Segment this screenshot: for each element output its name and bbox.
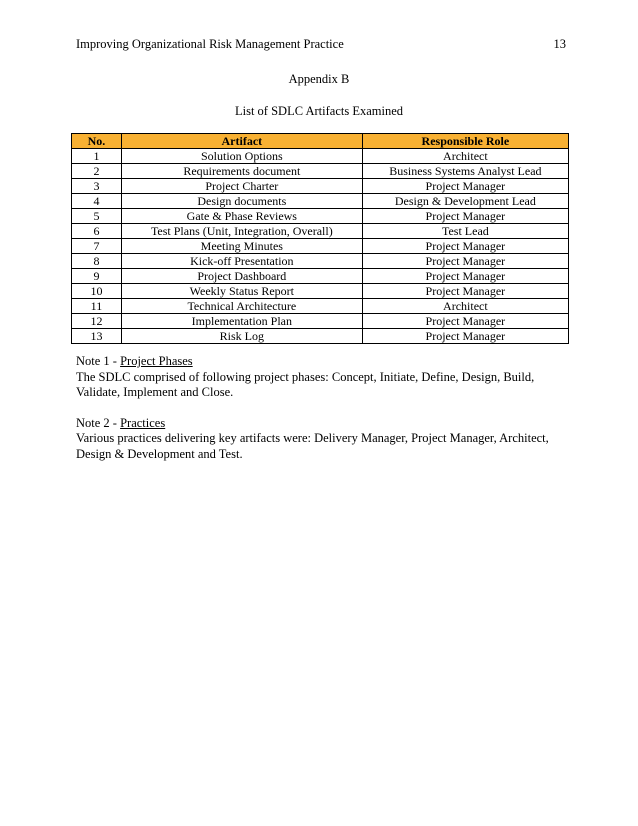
cell-artifact: Design documents: [121, 194, 362, 209]
note-1-line-2: Validate, Implement and Close.: [76, 385, 234, 399]
note-1-prefix: Note 1 -: [76, 354, 121, 368]
column-header-no: No.: [72, 134, 122, 149]
cell-artifact: Requirements document: [121, 164, 362, 179]
cell-no: 8: [72, 254, 122, 269]
cell-responsible-role: Architect: [362, 149, 568, 164]
table-row: [72, 194, 569, 209]
table-body: [72, 149, 569, 344]
cell-artifact: Implementation Plan: [121, 314, 362, 329]
table-row: [72, 329, 569, 344]
cell-artifact: Gate & Phase Reviews: [121, 209, 362, 224]
table-row: [72, 224, 569, 239]
table-row: [72, 179, 569, 194]
cell-artifact: Kick-off Presentation: [121, 254, 362, 269]
table-row: [72, 149, 569, 164]
cell-responsible-role: Project Manager: [362, 209, 568, 224]
appendix-subheading: List of SDLC Artifacts Examined: [234, 104, 404, 118]
cell-artifact: Technical Architecture: [121, 299, 362, 314]
cell-no: 7: [72, 239, 122, 254]
cell-no: 12: [72, 314, 122, 329]
cell-responsible-role: Project Manager: [362, 329, 568, 344]
table-header-row: [72, 134, 569, 149]
cell-no: 2: [72, 164, 122, 179]
cell-no: 6: [72, 224, 122, 239]
cell-responsible-role: Test Lead: [362, 224, 568, 239]
table-row: [72, 269, 569, 284]
cell-no: 9: [72, 269, 122, 284]
column-header-artifact: Artifact: [121, 134, 362, 149]
cell-artifact: Project Charter: [121, 179, 362, 194]
cell-no: 4: [72, 194, 122, 209]
cell-no: 5: [72, 209, 122, 224]
cell-responsible-role: Project Manager: [362, 239, 568, 254]
note-2-line-2: Design & Development and Test.: [76, 446, 243, 461]
cell-no: 3: [72, 179, 122, 194]
cell-artifact: Weekly Status Report: [121, 284, 362, 299]
cell-artifact: Project Dashboard: [121, 269, 362, 284]
appendix-heading: Appendix B: [288, 72, 350, 86]
table-row: [72, 254, 569, 269]
cell-responsible-role: Project Manager: [362, 179, 568, 194]
column-header-responsible-role: Responsible Role: [362, 134, 568, 149]
table-row: [72, 284, 569, 299]
cell-responsible-role: Project Manager: [362, 314, 568, 329]
cell-responsible-role: Project Manager: [362, 284, 568, 299]
table-row: [72, 209, 569, 224]
note-1-title: Project Phases: [120, 354, 193, 368]
table-row: [72, 314, 569, 329]
cell-no: 1: [72, 149, 122, 164]
note-2-heading: [76, 416, 576, 432]
cell-artifact: Solution Options: [121, 149, 362, 164]
cell-no: 13: [72, 329, 122, 344]
notes-section: [76, 354, 576, 462]
artifacts-table: [71, 133, 569, 344]
cell-responsible-role: Architect: [362, 299, 568, 314]
cell-responsible-role: Project Manager: [362, 269, 568, 284]
cell-no: 11: [72, 299, 122, 314]
cell-artifact: Risk Log: [121, 329, 362, 344]
table-row: [72, 164, 569, 179]
note-2-line-1: Various practices delivering key artifacts were: Delivery Manager, Project Manager, Architect,: [76, 431, 549, 445]
table-row: [72, 239, 569, 254]
cell-artifact: Test Plans (Unit, Integration, Overall): [121, 224, 362, 239]
note-1-line-1: The SDLC comprised of following project phases: Concept, Initiate, Define, Design, Build,: [76, 369, 535, 384]
cell-responsible-role: Project Manager: [362, 254, 568, 269]
cell-artifact: Meeting Minutes: [121, 239, 362, 254]
note-1-heading: [76, 354, 576, 370]
cell-responsible-role: Business Systems Analyst Lead: [362, 164, 568, 179]
running-head-title: Improving Organizational Risk Management Practice: [76, 37, 344, 51]
page-number: 13: [553, 37, 566, 51]
table-row: [72, 299, 569, 314]
cell-responsible-role: Design & Development Lead: [362, 194, 568, 209]
note-2-prefix: Note 2 -: [76, 415, 121, 430]
cell-no: 10: [72, 284, 122, 299]
note-2-title: Practices: [120, 415, 166, 430]
